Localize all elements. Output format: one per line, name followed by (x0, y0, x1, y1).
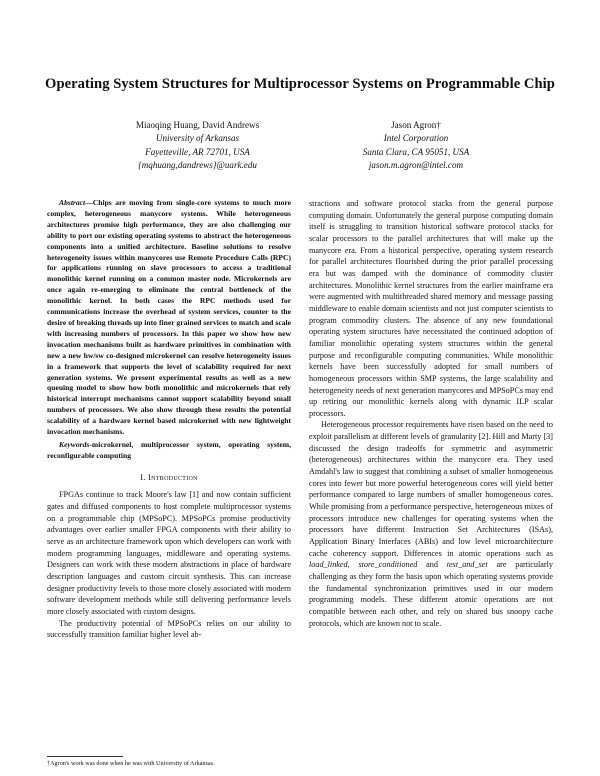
author-email: jason.m.agron@intel.com (368, 160, 464, 171)
section-title: Introduction (148, 472, 198, 482)
abstract-label: Abstract (59, 198, 86, 207)
author-names: Jason Agron† (391, 120, 441, 130)
term-test-and-set: test_and_set (446, 560, 488, 570)
right-column (309, 198, 553, 629)
author-names: Miaoqing Huang, David Andrews (135, 120, 260, 130)
term-store-conditioned: store_conditioned (358, 560, 418, 570)
section-number: I. (140, 472, 146, 482)
term-load-linked: load_linked (309, 560, 348, 570)
author-location: Santa Clara, CA 95051, USA (362, 146, 470, 157)
section-heading (47, 472, 291, 484)
author-affiliation: University of Arkansas (155, 133, 240, 144)
author-email: {mqhuang,dandrews}@uark.edu (138, 160, 257, 171)
footnote-rule (47, 756, 123, 757)
body-paragraph: stractions and software protocol stacks from the general purpose computing domain. Unfortunately the general purpose computing domain itself is struggling to transition historical software protocol stacks for scalar processors to the parallel architectures that will make up the manycore era. From a historical perspective, operating system research for parallel architectures flourished during the prior parallel processing era but was damped with the dominance of commodity cluster architectures. Monolithic kernel structures from the earlier mainframe era were augmented with multithreaded shared memory and message passing middleware to enable domain scientists and not just computer scientists to program commodity clusters. The absence of any new foundational operating system structures have necessitated the continued adoption of familiar monolithic operating system structures within the general purpose and reconfigurable computing communities. While monolithic kernels have been successfully adopted for small numbers of homogeneous processors within SMP systems, the large scalability and heterogeneity needs of next generation manycores and MPSoPCs may end up retiring our monolithic kernels along with dynamic ILP scalar processors. (309, 199, 553, 418)
abstract-text: —Chips are moving from single-core systems to much more complex, heterogeneous manycore systems. While heterogeneous architectures promise high performance, they are also challenging our ability to port our existing operating systems to abstract the heterogeneous components into a unified architecture. Baseline solutions to resolve heterogeneity issues within manycores use Remote Procedure Calls (RPC) for applications running on slave processors to access a traditional monolithic kernel running on a common master node. Microkernels are once again re-emerging to eliminate the central bottleneck of the monolithic kernel. In both cases the RPC methods used for communications increase the overhead of system services, counter to the desire of breaking threads up into finer grained services to match and scale with increasing numbers of processors. In this paper we show how new invocation mechanisms built as hardware primitives in combination with new a new hw/sw co-designed microkernel can resolve heterogeneity issues in a framework that supports the level of scalability required for next generation systems. We present experimental results as well as a new queuing model to show how both monolithic and microkernels that rely historical interrupt mechanisms cannot support scalability beyond small numbers of processors. We also show through these results the potential scalability of a hardware kernel based microkernel with new lightweight invocation mechanisms. (47, 198, 291, 437)
author-location: Fayetteville, AR 72701, USA (145, 146, 250, 157)
keywords-label: Keywords (59, 439, 90, 449)
abstract (47, 198, 291, 438)
body-paragraph: Heterogeneous processor requirements have risen based on the need to exploit parallelism at different levels of granularity [2]. Hill and Marty [3] discussed the design tradeoffs for symmetric and asymmetric (heterogeneous) architectures within the manycore era. They used Amdahl's law to suggest that combining a subset of smaller homogeneous cores into fewer but more powerful heterogeneous cores will yield better performance compared to large numbers of smaller homogeneous cores. While promising from a performance perspective, heterogeneous mixes of processors introduce new challenges for operating systems when the processors have different Instruction Set Architectures (ISAs), Application Binary Interfaces (ABIs) and low level microarchitecture cache coherency support. Differences in atomic operations such as load_linked, store_conditioned and test_and_set are particularly challenging as they form the basis upon which operating systems provide the fundamental synchronization primitives used in our modern programming models. These different atomic operations are not compatible between each other, and rely on shared bus snoopy cache protocols, which are known not to scale. (309, 420, 554, 628)
keywords (47, 440, 291, 462)
paper-title: Operating System Structures for Multiprocessor Systems on Programmable Chip (45, 76, 555, 92)
author-block-intel (326, 119, 506, 173)
left-column (47, 198, 291, 641)
author-block-uark (110, 119, 285, 173)
body-paragraph: The productivity potential of MPSoPCs relies on our ability to successfully transition familiar higher level ab- (47, 618, 291, 640)
footnote: †Agron's work was done when he was with University of Arkansas. (47, 760, 215, 767)
keywords-text: -microkernel, multiprocessor system, operating system, reconfigurable computing (47, 439, 291, 460)
body-paragraph: FPGAs continue to track Moore's law [1] and now contain sufficient gates and diffused components to host complete multiprocessor systems on a programmable chip (MPSoPC). MPSoPCs promise productivity advantages over earlier smaller FPGA components with their ability to serve as an architecture framework upon which developers can work with modern programming languages, middleware and operating systems. Designers can work with these modern abstractions in place of hardware description languages and custom circuit synthesis. This can increase designer productivity levels to those more closely associated with modern software development methods while still delivering performance levels more closely associated with custom designs. (47, 490, 291, 616)
author-affiliation: Intel Corporation (383, 133, 449, 144)
